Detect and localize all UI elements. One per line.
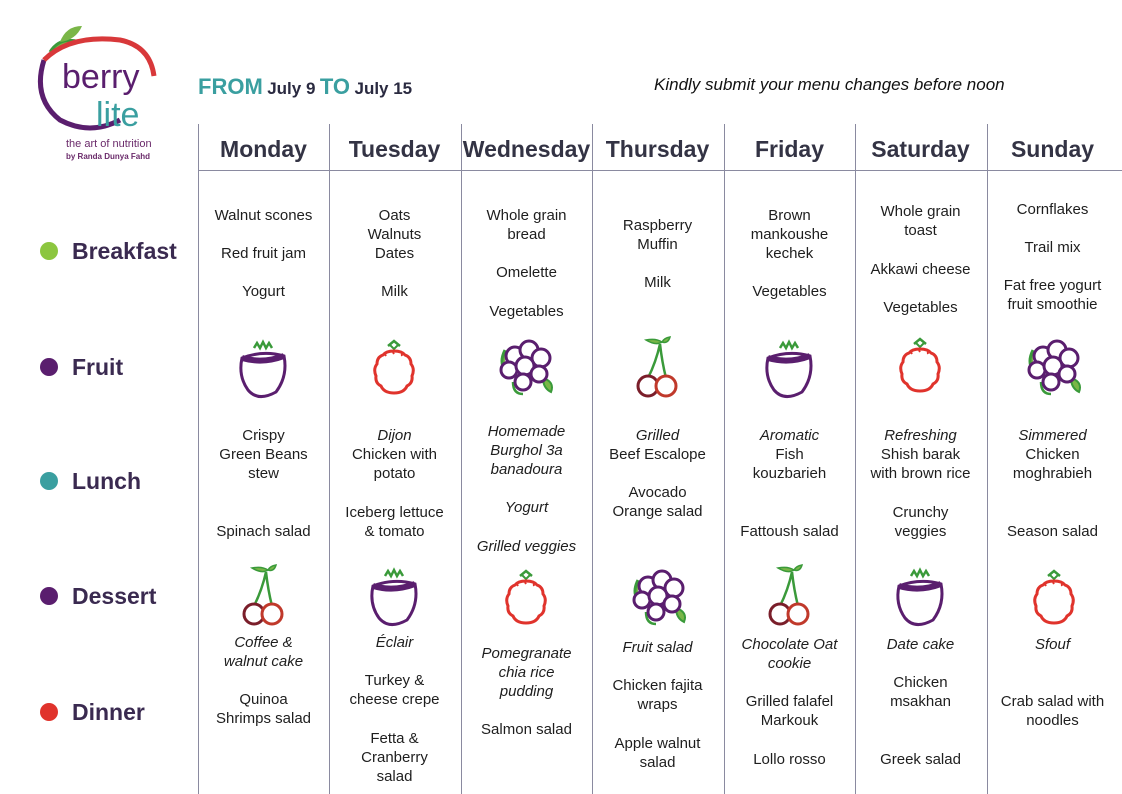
brand-name-line1: berry <box>62 58 140 96</box>
breakfast-item: toast <box>904 222 937 239</box>
breakfast-item: Walnut scones <box>214 207 313 224</box>
dessert-item: chia rice <box>498 664 555 681</box>
from-label: FROM <box>198 74 263 99</box>
dessert-item: Date cake <box>886 636 955 653</box>
breakfast-item: Akkawi cheese <box>870 261 971 278</box>
lunch-item: Avocado <box>628 484 687 501</box>
raspberry-icon <box>491 566 561 636</box>
dinner-item: msakhan <box>890 693 951 710</box>
dinner-dot-icon <box>40 703 58 721</box>
lunch-item: & tomato <box>364 523 425 540</box>
dinner-item: Chicken <box>893 674 948 691</box>
dinner-item: Turkey & <box>364 672 425 689</box>
lunch-item: Grilled <box>635 427 680 444</box>
lunch-item: Yogurt <box>504 499 549 516</box>
raspberry-icon <box>359 336 429 406</box>
menu-note: Kindly submit your menu changes before noon <box>654 75 1005 94</box>
day-header-friday: Friday <box>754 136 825 162</box>
meal-label-dinner: Dinner <box>72 698 145 725</box>
breakfast-item: mankoushe <box>750 226 829 243</box>
dinner-item: Lollo rosso <box>753 751 826 768</box>
dessert-item: Chocolate Oat <box>741 636 838 653</box>
dinner-item: Crab salad with <box>1000 693 1105 710</box>
lunch-item: Beef Escalope <box>609 446 706 463</box>
date-range <box>198 74 412 100</box>
meal-row-dinner <box>40 697 145 727</box>
dinner-item: Fetta & <box>370 730 419 747</box>
raspberry-icon <box>885 334 955 404</box>
lunch-item: Burghol 3a <box>490 442 563 459</box>
lunch-item: Iceberg lettuce <box>345 504 444 521</box>
day-header-tuesday: Tuesday <box>348 136 441 162</box>
mangosteen-icon <box>885 564 955 634</box>
lunch-item: banadoura <box>490 461 563 478</box>
to-date: July 15 <box>354 79 413 98</box>
breakfast-item: Vegetables <box>489 303 564 320</box>
breakfast-item: Whole grain <box>486 207 567 224</box>
brand-logo <box>30 20 170 170</box>
breakfast-item: Fat free yogurt <box>1003 277 1102 294</box>
lunch-item: kouzbarieh <box>752 465 827 482</box>
lunch-item: Crunchy <box>892 504 949 521</box>
day-header-sunday: Sunday <box>1010 136 1095 162</box>
breakfast-item: Dates <box>374 245 415 262</box>
dessert-item: pudding <box>499 683 554 700</box>
dessert-item: walnut cake <box>223 653 304 670</box>
header-divider <box>198 170 1122 171</box>
dinner-item: cheese crepe <box>349 691 440 708</box>
breakfast-item: Oats <box>378 207 411 224</box>
meal-row-fruit <box>40 352 123 382</box>
from-date: July 9 <box>267 79 316 98</box>
lunch-item: potato <box>373 465 416 482</box>
lunch-item: Refreshing <box>884 427 957 444</box>
breakfast-item: bread <box>507 226 546 243</box>
lunch-item: Dijon <box>377 427 412 444</box>
breakfast-item: Brown <box>768 207 811 224</box>
dinner-item: Chicken fajita <box>612 677 703 694</box>
dinner-item: Salmon salad <box>481 721 572 738</box>
breakfast-item: fruit smoothie <box>1007 296 1098 313</box>
dinner-item: Cranberry <box>361 749 428 766</box>
breakfast-item: Milk <box>381 283 408 300</box>
lunch-item: Orange salad <box>612 503 703 520</box>
meal-label-lunch: Lunch <box>72 467 141 494</box>
lunch-item: Simmered <box>1018 427 1087 444</box>
brand-byline: by Randa Dunya Fahd <box>66 152 151 161</box>
meal-row-breakfast <box>40 236 177 266</box>
fruit-dot-icon <box>40 358 58 376</box>
day-header-wednesday: Wednesday <box>462 136 591 162</box>
meal-label-breakfast: Breakfast <box>72 237 177 264</box>
dessert-item: Coffee & <box>234 634 293 651</box>
lunch-item: Chicken <box>1025 446 1080 463</box>
cherry-icon <box>228 560 298 630</box>
dessert-item: Pomegranate <box>481 645 572 662</box>
lunch-item: Shish barak <box>880 446 961 463</box>
lunch-dot-icon <box>40 472 58 490</box>
day-header-saturday: Saturday <box>871 136 970 162</box>
dinner-item: Shrimps salad <box>215 710 312 727</box>
day-header-thursday: Thursday <box>605 136 710 162</box>
lunch-item: with brown rice <box>870 465 971 482</box>
breakfast-item: Vegetables <box>883 299 958 316</box>
breakfast-item: Yogurt <box>242 283 285 300</box>
breakfast-dot-icon <box>40 242 58 260</box>
cherry-icon <box>622 332 692 402</box>
meal-label-fruit: Fruit <box>72 353 124 380</box>
lunch-item: Fattoush salad <box>740 523 839 540</box>
breakfast-item: kechek <box>765 245 814 262</box>
breakfast-item: Cornflakes <box>1016 201 1089 218</box>
dessert-dot-icon <box>40 587 58 605</box>
dinner-item: Grilled falafel <box>745 693 834 710</box>
lunch-item: Grilled veggies <box>476 538 577 555</box>
blueberries-icon <box>491 332 561 402</box>
breakfast-item: Omelette <box>496 264 557 281</box>
breakfast-item: Raspberry <box>622 217 693 234</box>
breakfast-item: Red fruit jam <box>220 245 307 262</box>
day-header-monday: Monday <box>220 136 307 162</box>
blueberries-icon <box>1019 332 1089 402</box>
berry-lite-logo-mark <box>30 20 170 140</box>
mangosteen-icon <box>359 564 429 634</box>
lunch-item: Homemade <box>487 423 566 440</box>
dessert-item: Sfouf <box>1034 636 1071 653</box>
dinner-item: noodles <box>1026 712 1079 729</box>
to-label: TO <box>319 74 351 99</box>
breakfast-item: Muffin <box>637 236 678 253</box>
dessert-item: Fruit salad <box>622 639 693 656</box>
lunch-item: moghrabieh <box>1012 465 1093 482</box>
blueberries-icon <box>624 562 694 632</box>
cherry-icon <box>754 560 824 630</box>
breakfast-item: Walnuts <box>367 226 422 243</box>
brand-name-line2: lite <box>96 96 140 134</box>
dinner-item: Markouk <box>760 712 819 729</box>
lunch-item: Chicken with <box>351 446 438 463</box>
breakfast-item: Trail mix <box>1024 239 1081 256</box>
meal-label-dessert: Dessert <box>72 582 157 609</box>
dinner-item: Greek salad <box>880 751 961 768</box>
dinner-item: salad <box>376 768 413 785</box>
mangosteen-icon <box>228 336 298 406</box>
lunch-item: Fish <box>775 446 804 463</box>
dessert-item: Éclair <box>375 634 414 651</box>
breakfast-item: Vegetables <box>752 283 827 300</box>
meal-row-lunch <box>40 466 141 496</box>
dessert-item: cookie <box>767 655 812 672</box>
mangosteen-icon <box>754 336 824 406</box>
breakfast-item: Whole grain <box>880 203 961 220</box>
lunch-item: Spinach salad <box>216 523 311 540</box>
brand-tagline: the art of nutrition <box>66 138 152 150</box>
breakfast-item: Milk <box>644 274 671 291</box>
lunch-item: Aromatic <box>759 427 820 444</box>
lunch-item: Season salad <box>1007 523 1098 540</box>
lunch-item: Green Beans <box>219 446 308 463</box>
lunch-item: veggies <box>894 523 947 540</box>
raspberry-icon <box>1019 566 1089 636</box>
dinner-item: Apple walnut <box>614 735 701 752</box>
dinner-item: wraps <box>637 696 678 713</box>
lunch-item: stew <box>248 465 279 482</box>
dinner-item: Quinoa <box>239 691 288 708</box>
meal-row-dessert <box>40 581 156 611</box>
lunch-item: Crispy <box>242 427 285 444</box>
dinner-item: salad <box>639 754 676 771</box>
